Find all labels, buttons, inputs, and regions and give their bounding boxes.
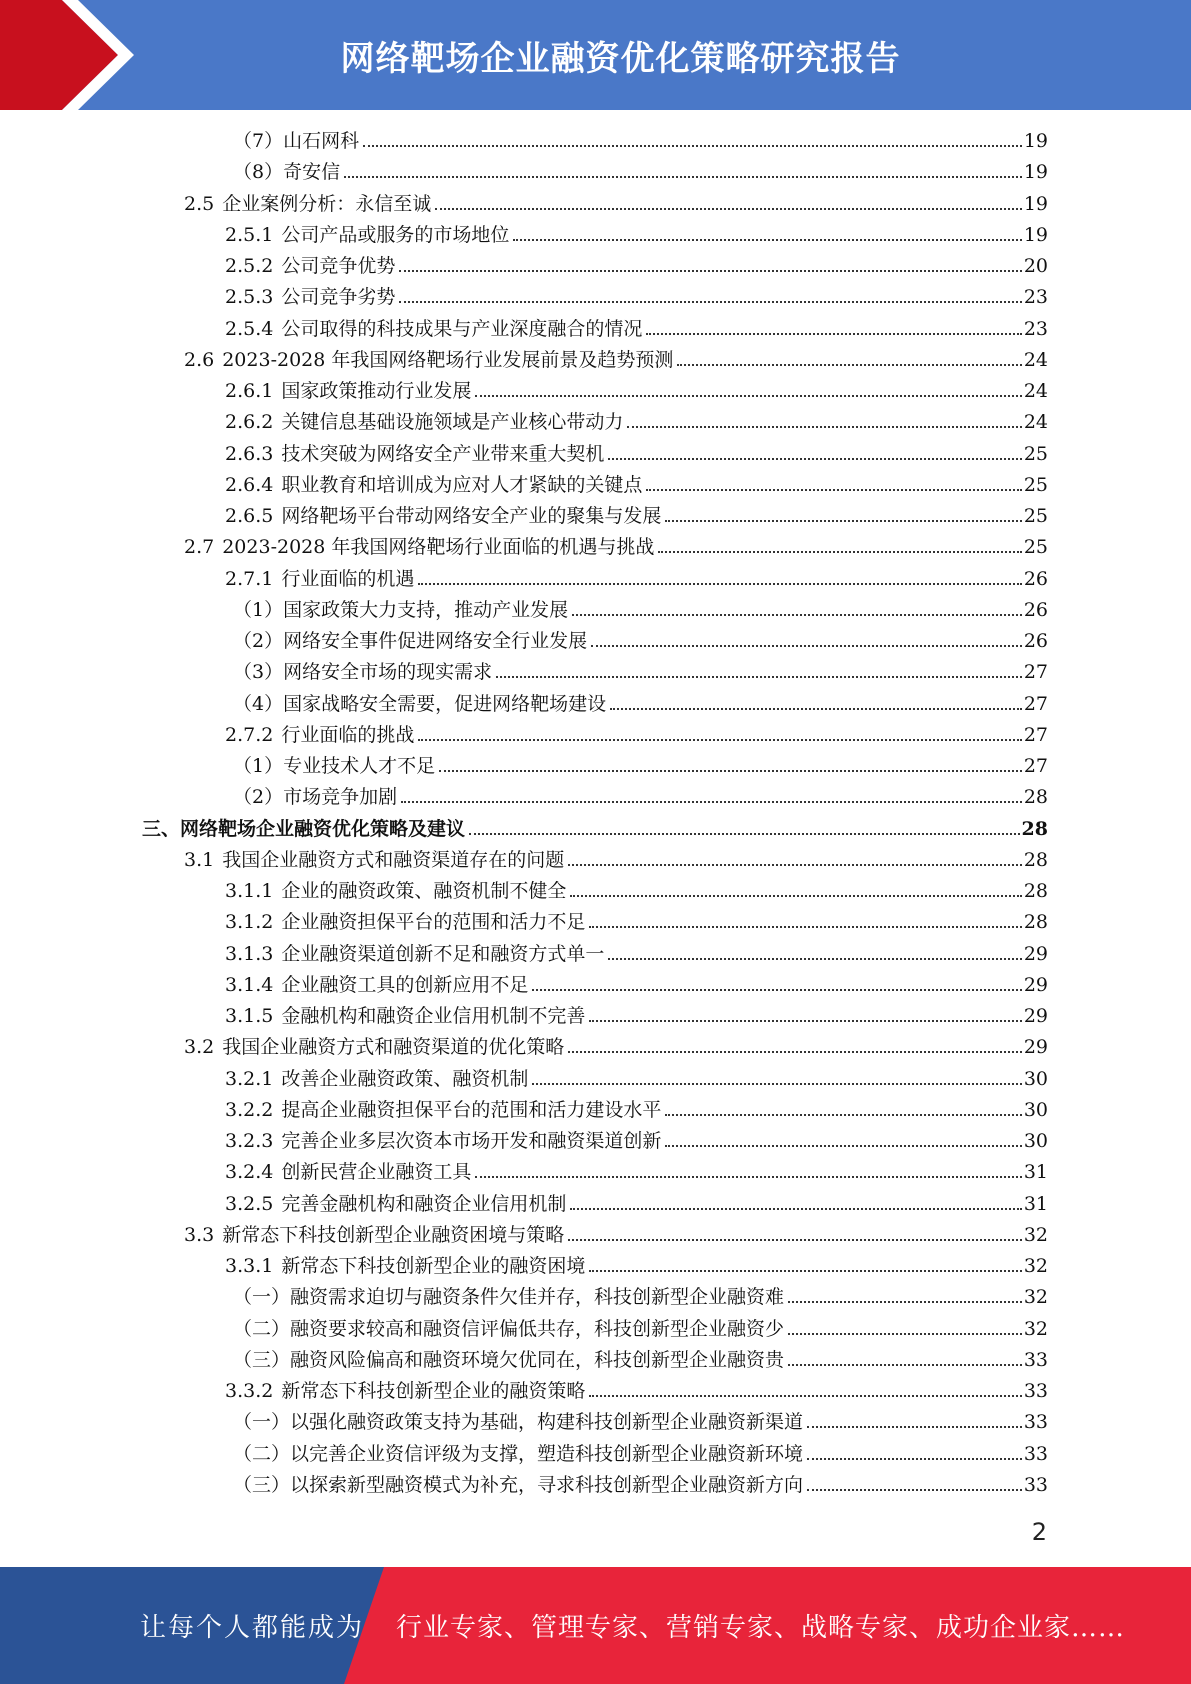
toc-entry-page: 32: [1023, 1255, 1048, 1277]
toc-entry-number: 3.2.1: [225, 1067, 274, 1090]
toc-entry[interactable]: [225, 1095, 1048, 1126]
toc-entry[interactable]: [233, 689, 1048, 720]
toc-entry-label: 国家战略安全需要，促进网络靶场建设: [283, 692, 607, 715]
toc-entry-number: 3.3.2: [225, 1380, 274, 1402]
report-title: 网络靶场企业融资优化策略研究报告: [340, 38, 901, 79]
toc-entry-number: （一）: [233, 1286, 291, 1309]
toc-entry-number: （二）: [233, 1442, 291, 1465]
toc-entry[interactable]: [184, 345, 1048, 376]
toc-leader-dots: [532, 1082, 1021, 1085]
toc-entry-number: （4）: [233, 692, 284, 715]
toc-entry[interactable]: [225, 564, 1048, 595]
toc-entry-label: 以强化融资政策支持为基础，构建科技创新型企业融资新渠道: [290, 1411, 804, 1434]
toc-entry[interactable]: [233, 1407, 1048, 1438]
toc-leader-dots: [344, 175, 1022, 178]
toc-entry-number: （1）: [233, 598, 284, 621]
toc-leader-dots: [399, 300, 1021, 303]
toc-entry-page: 19: [1023, 130, 1048, 152]
toc-entry-page: 27: [1023, 723, 1048, 746]
toc-entry-page: 27: [1023, 692, 1048, 715]
toc-entry-label: 以探索新型融资模式为补充，寻求科技创新型企业融资新方向: [290, 1473, 804, 1496]
toc-leader-dots: [568, 1238, 1022, 1241]
toc-entry[interactable]: [233, 1314, 1048, 1345]
toc-leader-dots: [532, 988, 1021, 991]
toc-entry-number: （8）: [233, 161, 284, 184]
toc-leader-dots: [646, 488, 1021, 491]
toc-entry[interactable]: [225, 907, 1048, 938]
toc-entry-label: 市场竞争加剧: [283, 786, 398, 809]
toc-entry-number: （一）: [233, 1411, 291, 1434]
toc-entry-page: 26: [1023, 567, 1048, 590]
toc-entry-number: 3.2.5: [225, 1192, 274, 1215]
toc-entry[interactable]: [233, 595, 1048, 626]
toc-entry-number: 3.1.3: [225, 942, 274, 965]
toc-leader-dots: [475, 394, 1021, 397]
toc-entry-label: 关键信息基础设施领域是产业核心带动力: [281, 411, 624, 434]
toc-leader-dots: [418, 738, 1021, 741]
toc-entry[interactable]: [225, 282, 1048, 313]
toc-entry-number: 三、: [142, 817, 181, 840]
toc-entry-page: 32: [1023, 1317, 1048, 1340]
toc-entry[interactable]: [233, 657, 1048, 688]
toc-leader-dots: [568, 1050, 1022, 1053]
toc-entry[interactable]: [184, 1220, 1048, 1251]
toc-entry[interactable]: [225, 1126, 1048, 1157]
toc-entry-number: 3.1.4: [225, 973, 274, 996]
toc-entry[interactable]: [225, 720, 1048, 751]
toc-entry-label: 网络安全事件促进网络安全行业发展: [283, 630, 588, 652]
toc-entry-number: 2.5.2: [225, 255, 274, 277]
toc-entry-label: 网络安全市场的现实需求: [283, 661, 493, 684]
toc-entry-page: 29: [1023, 1036, 1048, 1059]
toc-entry-number: 3.3: [184, 1223, 215, 1246]
toc-entry-label: 企业案例分析：永信至诚: [222, 192, 432, 215]
toc-entry-label: 国家政策推动行业发展: [281, 380, 472, 402]
toc-entry-number: 2.7.1: [225, 567, 274, 590]
header-arrow-decoration: [0, 0, 150, 110]
toc-leader-dots: [589, 1394, 1021, 1397]
footer-slogan-right: 行业专家、管理专家、营销专家、战略专家、成功企业家……: [396, 1613, 1126, 1643]
page-footer: [0, 1567, 1191, 1684]
toc-entry[interactable]: [225, 314, 1048, 345]
toc-leader-dots: [589, 1269, 1021, 1272]
toc-entry-page: 31: [1023, 1161, 1048, 1184]
toc-entry-number: 2.6.5: [225, 505, 274, 527]
toc-entry[interactable]: [225, 1251, 1048, 1282]
toc-entry-page: 27: [1023, 755, 1048, 777]
toc-entry-number: 3.2.4: [225, 1161, 274, 1184]
toc-entry-number: 2.5.1: [225, 223, 274, 246]
toc-leader-dots: [418, 582, 1021, 585]
toc-leader-dots: [475, 1175, 1021, 1178]
toc-entry-page: 25: [1023, 505, 1048, 527]
toc-entry-label: 新常态下科技创新型企业的融资策略: [281, 1380, 586, 1402]
toc-leader-dots: [788, 1332, 1022, 1335]
toc-entry-label: 提高企业融资担保平台的范围和活力建设水平: [281, 1098, 662, 1121]
toc-entry-label: 完善金融机构和融资企业信用机制: [281, 1192, 567, 1215]
toc-entry[interactable]: [225, 220, 1048, 251]
toc-leader-dots: [608, 957, 1021, 960]
toc-leader-dots: [608, 457, 1021, 460]
toc-entry-number: 2.6.3: [225, 442, 274, 465]
toc-entry-page: 28: [1021, 817, 1048, 840]
toc-entry[interactable]: [225, 251, 1048, 282]
toc-entry-number: （2）: [233, 786, 284, 809]
toc-entry-label: 网络靶场企业融资优化策略及建议: [180, 817, 466, 840]
toc-entry-label: 2023-2028 年我国网络靶场行业面临的机遇与挑战: [222, 536, 655, 559]
toc-entry[interactable]: [225, 876, 1048, 907]
toc-entry[interactable]: [225, 939, 1048, 970]
toc-entry-number: 3.1.1: [225, 880, 274, 902]
toc-entry-number: 3.2: [184, 1036, 215, 1059]
toc-entry[interactable]: [225, 501, 1048, 532]
toc-entry-number: 3.2.2: [225, 1098, 274, 1121]
toc-entry-label: 企业融资担保平台的范围和活力不足: [281, 911, 586, 934]
toc-entry[interactable]: [142, 814, 1048, 845]
toc-entry-page: 25: [1023, 442, 1048, 465]
toc-entry[interactable]: [233, 126, 1048, 157]
toc-entry-page: 24: [1023, 411, 1048, 434]
toc-entry[interactable]: [225, 1064, 1048, 1095]
toc-entry-page: 24: [1023, 348, 1048, 371]
toc-leader-dots: [572, 613, 1022, 616]
toc-entry[interactable]: [233, 626, 1048, 657]
toc-leader-dots: [665, 519, 1021, 522]
toc-entry[interactable]: [233, 751, 1048, 782]
toc-entry-number: 2.5.3: [225, 286, 274, 309]
toc-entry-page: 28: [1023, 880, 1048, 902]
toc-entry-number: （三）: [233, 1348, 291, 1371]
toc-entry-page: 24: [1023, 380, 1048, 402]
toc-entry-label: 专业技术人才不足: [283, 755, 436, 777]
toc-entry-label: 公司竞争优势: [281, 255, 396, 277]
toc-entry[interactable]: [233, 157, 1048, 188]
toc-leader-dots: [439, 769, 1022, 772]
toc-entry-number: 2.5.4: [225, 317, 274, 340]
toc-entry-number: 2.6.1: [225, 380, 274, 402]
toc-leader-dots: [788, 1300, 1022, 1303]
toc-entry-page: 29: [1023, 942, 1048, 965]
toc-leader-dots: [665, 1144, 1021, 1147]
toc-entry[interactable]: [225, 407, 1048, 438]
toc-entry-number: 2.5: [184, 192, 215, 215]
page-number: 2: [1031, 1518, 1047, 1546]
toc-entry-number: （三）: [233, 1473, 291, 1496]
toc-entry-page: 23: [1023, 317, 1048, 340]
toc-entry-number: （3）: [233, 661, 284, 684]
toc-entry-number: 3.1.5: [225, 1005, 274, 1027]
toc-entry-number: （二）: [233, 1317, 291, 1340]
toc-leader-dots: [570, 1207, 1021, 1210]
toc-entry-label: 奇安信: [283, 161, 341, 184]
toc-entry-page: 33: [1023, 1348, 1048, 1371]
toc-entry-label: 技术突破为网络安全产业带来重大契机: [281, 442, 605, 465]
toc-entry-label: 公司竞争劣势: [281, 286, 396, 309]
toc-leader-dots: [591, 644, 1022, 647]
toc-entry[interactable]: [225, 1157, 1048, 1188]
toc-entry[interactable]: [225, 1001, 1048, 1032]
toc-leader-dots: [589, 1019, 1021, 1022]
toc-entry-number: 2.6.4: [225, 473, 274, 496]
toc-entry-number: 3.1: [184, 848, 215, 871]
toc-entry-page: 25: [1023, 536, 1048, 559]
toc-entry-label: 融资风险偏高和融资环境欠优同在，科技创新型企业融资贵: [290, 1348, 785, 1371]
toc-entry-label: 我国企业融资方式和融资渠道存在的问题: [222, 848, 565, 871]
toc-entry-label: 融资需求迫切与融资条件欠佳并存，科技创新型企业融资难: [290, 1286, 785, 1309]
toc-entry-label: 金融机构和融资企业信用机制不完善: [281, 1005, 586, 1027]
toc-entry-label: 以完善企业资信评级为支撑，塑造科技创新型企业融资新环境: [290, 1442, 804, 1465]
toc-leader-dots: [677, 363, 1021, 366]
toc-entry-page: 19: [1023, 161, 1048, 184]
toc-entry-number: （1）: [233, 755, 284, 777]
toc-leader-dots: [646, 332, 1021, 335]
toc-leader-dots: [807, 1425, 1022, 1428]
page-header: [0, 0, 1191, 110]
toc-leader-dots: [363, 144, 1022, 147]
toc-entry-number: 2.6: [184, 348, 215, 371]
toc-entry[interactable]: [225, 439, 1048, 470]
toc-entry-page: 26: [1023, 598, 1048, 621]
toc-entry-number: （7）: [233, 130, 284, 152]
toc-entry[interactable]: [233, 1470, 1048, 1501]
toc-entry-label: 行业面临的挑战: [281, 723, 415, 746]
toc-entry[interactable]: [225, 1189, 1048, 1220]
toc-entry[interactable]: [225, 970, 1048, 1001]
toc-leader-dots: [627, 425, 1021, 428]
toc-entry-number: 2.7.2: [225, 723, 274, 746]
toc-entry[interactable]: [225, 1376, 1048, 1407]
toc-entry-page: 29: [1023, 973, 1048, 996]
toc-entry-page: 33: [1023, 1411, 1048, 1434]
toc-entry[interactable]: [184, 845, 1048, 876]
toc-entry[interactable]: [233, 1282, 1048, 1313]
toc-leader-dots: [665, 1113, 1021, 1116]
toc-entry-number: （2）: [233, 630, 284, 652]
toc-leader-dots: [807, 1457, 1022, 1460]
toc-entry[interactable]: [184, 1032, 1048, 1063]
toc-entry-page: 25: [1023, 473, 1048, 496]
toc-leader-dots: [788, 1363, 1022, 1366]
toc-entry-label: 企业融资渠道创新不足和融资方式单一: [281, 942, 605, 965]
toc-entry[interactable]: [225, 376, 1048, 407]
toc-entry-page: 20: [1023, 255, 1048, 277]
toc-entry-number: 3.2.3: [225, 1130, 274, 1152]
toc-leader-dots: [435, 207, 1022, 210]
toc-entry-label: 创新民营企业融资工具: [281, 1161, 472, 1184]
toc-entry-label: 2023-2028 年我国网络靶场行业发展前景及趋势预测: [222, 348, 674, 371]
toc-entry-label: 新常态下科技创新型企业的融资困境: [281, 1255, 586, 1277]
toc-entry-page: 33: [1023, 1442, 1048, 1465]
toc-entry-page: 32: [1023, 1223, 1048, 1246]
toc-entry-label: 企业的融资政策、融资机制不健全: [281, 880, 567, 902]
toc-entry-label: 融资要求较高和融资信评偏低共存，科技创新型企业融资少: [290, 1317, 785, 1340]
toc-entry-page: 30: [1023, 1130, 1048, 1152]
toc-leader-dots: [399, 269, 1021, 272]
footer-slogan-left: 让每个人都能成为: [140, 1613, 365, 1643]
toc-entry-page: 19: [1023, 223, 1048, 246]
toc-entry-label: 网络靶场平台带动网络安全产业的聚集与发展: [281, 505, 662, 527]
toc-leader-dots: [610, 707, 1022, 710]
toc-entry-label: 完善企业多层次资本市场开发和融资渠道创新: [281, 1130, 662, 1152]
toc-entry[interactable]: [184, 532, 1048, 563]
toc-leader-dots: [401, 800, 1022, 803]
toc-entry-number: 3.3.1: [225, 1255, 274, 1277]
toc-entry-page: 23: [1023, 286, 1048, 309]
toc-entry-label: 山石网科: [283, 130, 360, 152]
toc-entry-page: 26: [1023, 630, 1048, 652]
toc-leader-dots: [469, 832, 1020, 835]
toc-entry-page: 32: [1023, 1286, 1048, 1309]
toc-entry[interactable]: [233, 782, 1048, 813]
toc-entry-label: 我国企业融资方式和融资渠道的优化策略: [222, 1036, 565, 1059]
toc-leader-dots: [496, 675, 1022, 678]
toc-entry-page: 19: [1023, 192, 1048, 215]
toc-entry-page: 31: [1023, 1192, 1048, 1215]
toc-entry[interactable]: [233, 1439, 1048, 1470]
toc-entry-page: 29: [1023, 1005, 1048, 1027]
toc-entry-label: 企业融资工具的创新应用不足: [281, 973, 529, 996]
toc-entry-label: 改善企业融资政策、融资机制: [281, 1067, 529, 1090]
toc-entry-page: 27: [1023, 661, 1048, 684]
toc-entry-label: 职业教育和培训成为应对人才紧缺的关键点: [281, 473, 643, 496]
toc-entry-page: 28: [1023, 786, 1048, 809]
toc-entry-number: 2.7: [184, 536, 215, 559]
toc-entry[interactable]: [225, 470, 1048, 501]
toc-leader-dots: [570, 894, 1021, 897]
toc-leader-dots: [568, 863, 1022, 866]
toc-leader-dots: [589, 925, 1021, 928]
toc-entry-page: 28: [1023, 848, 1048, 871]
toc-entry-number: 3.1.2: [225, 911, 274, 934]
toc-entry-label: 国家政策大力支持，推动产业发展: [283, 598, 569, 621]
toc-entry-page: 33: [1023, 1380, 1048, 1402]
toc-entry[interactable]: [233, 1345, 1048, 1376]
toc-entry-label: 公司取得的科技成果与产业深度融合的情况: [281, 317, 643, 340]
toc-entry-page: 30: [1023, 1098, 1048, 1121]
toc-entry-page: 28: [1023, 911, 1048, 934]
toc-entry-label: 新常态下科技创新型企业融资困境与策略: [222, 1223, 565, 1246]
toc-leader-dots: [658, 550, 1021, 553]
toc-entry-label: 行业面临的机遇: [281, 567, 415, 590]
toc-entry-page: 33: [1023, 1473, 1048, 1496]
toc-leader-dots: [513, 238, 1021, 241]
toc-entry-label: 公司产品或服务的市场地位: [281, 223, 510, 246]
toc-entry[interactable]: [184, 189, 1048, 220]
toc-entry-page: 30: [1023, 1067, 1048, 1090]
toc-entry-number: 2.6.2: [225, 411, 274, 434]
toc-leader-dots: [807, 1488, 1022, 1491]
